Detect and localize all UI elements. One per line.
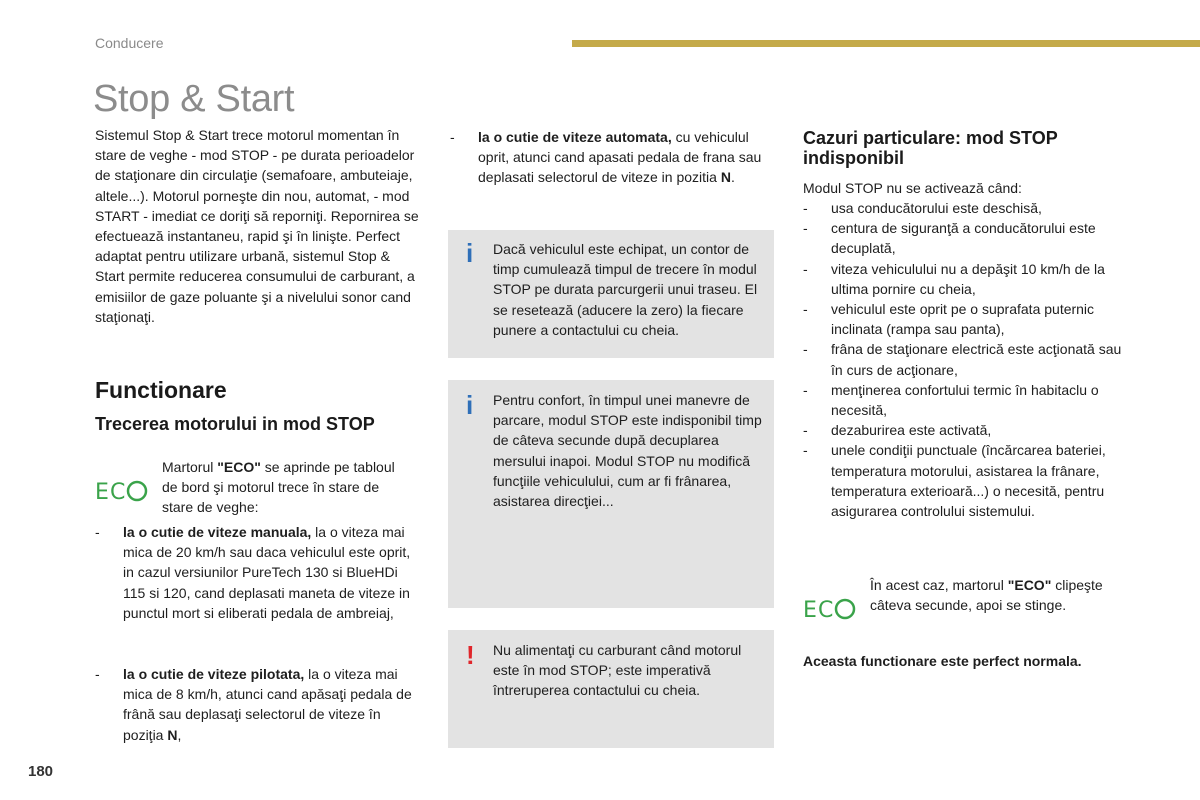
list-dash: -: [803, 341, 808, 358]
list-dash: -: [803, 200, 808, 216]
eco-indicator-text: [162, 457, 412, 518]
eco-icon-graphic: [95, 478, 151, 504]
bullet-dash: -: [95, 524, 100, 540]
info-box-parking: [448, 380, 774, 608]
list-dash: -: [803, 422, 808, 439]
functionare-heading: Functionare: [95, 377, 227, 403]
list-item-text: centura de siguranţă a conducătorului este decuplată,: [831, 220, 1096, 257]
list-item: [803, 420, 1133, 440]
svg-text:E: E: [95, 480, 110, 504]
warning-icon: !: [466, 640, 475, 670]
bullet-text: [123, 664, 423, 745]
warning-box-refuel: [448, 630, 774, 748]
section-label: Conducere: [95, 35, 164, 51]
info-icon: i: [466, 238, 474, 268]
list-item-text: viteza vehiculului nu a depăşit 10 km/h de la ultima pornire cu cheia,: [831, 260, 1105, 297]
list-item: [803, 218, 1133, 258]
list-item-text: vehiculul este oprit pe o suprafata puternic inclinata (rampa sau panta),: [831, 301, 1095, 338]
bullet-dash: -: [95, 666, 100, 682]
special-cases-list: [803, 198, 1133, 521]
bullet-bold: la o cutie de viteze pilotata,: [123, 666, 305, 682]
bullet-body: la o viteza mai mica de 20 km/h sau daca vehiculul este oprit, in cazul versiunilor PureTech 130 si BlueHDi 115 si 120, cand deplasati maneta de viteze in punctul mort si eliberati pedala de ambreiaj,: [123, 524, 411, 621]
list-item-text: menţinerea confortului termic în habitaclu o necesită,: [831, 381, 1099, 419]
bullet-end-bold: N: [720, 169, 731, 186]
bullet-end: .: [730, 169, 735, 186]
header-rule: [572, 40, 1200, 47]
info-box-text: Dacă vehiculul este echipat, un contor de timp cumulează timpul de trecere în modul STOP pe durata parcurgerii unui traseu. El se resetează (aducere la zero) la fiecare punere a contactului cu cheia.: [493, 241, 758, 338]
list-item: [803, 198, 1133, 218]
bullet-dash: -: [450, 129, 455, 145]
bullet-automatic-gearbox: [450, 127, 780, 212]
bullet-body: la o viteza mai mica de 8 km/h, atunci cand apăsaţi pedala de frână sau deplasaţi selectorul de viteze în poziţia: [123, 666, 412, 743]
bullet-text: [123, 522, 423, 623]
eco-label: "ECO": [1007, 577, 1052, 593]
list-item: [803, 440, 1133, 521]
special-cases-intro: Modul STOP nu se activează când:: [803, 180, 1022, 196]
warning-box-text: Nu alimentaţi cu carburant când motorul este în mod STOP; este imperativă întreruperea contactului cu cheia.: [493, 642, 742, 699]
bullet-bold: la o cutie de viteze manuala,: [123, 524, 312, 540]
page-number: 180: [28, 763, 54, 780]
normal-operation-note: Aceasta functionare este perfect normala.: [803, 653, 1082, 669]
eco-indicator-icon: [803, 596, 863, 624]
eco-text-post: se aprinde pe tabloul de bord şi motorul trece în stare de stare de veghe:: [162, 459, 395, 516]
bullet-piloted-gearbox: [95, 664, 425, 749]
eco-indicator-icon: [95, 478, 155, 506]
bullet-bold: la o cutie de viteze automata,: [478, 129, 672, 145]
info-box-timer: [448, 230, 774, 358]
eco-text-pre: Martorul: [162, 459, 218, 475]
svg-text:E: E: [803, 598, 818, 622]
list-item: [803, 259, 1133, 299]
intro-text: Sistemul Stop & Start trece motorul momentan în stare de veghe - mod STOP - pe durata perioadelor de staţionare din circulaţie (semafoare, ambuteiaje, altele...). Motorul porneşte din nou, automat, - mod START - imediat ce doriţi să reporniţi. Repornirea se efectuează instantaneu, rapid şi în linişte. Perfect adaptat pentru utilizare urbană, sistemul Stop & Start permite reducerea consumului de carburant, a emisiilor de gaze poluante şi a nivelului sonor cand staţionaţi.: [95, 127, 419, 325]
info-box-text: Pentru confort, în timpul unei manevre de parcare, modul STOP este indisponibil timp de câteva secunde după decuplarea mersului inapoi. Modul STOP nu modifică funcţiile vehiculului, cum ar fi frânarea, asistarea direcţiei...: [493, 392, 762, 510]
list-item-text: frâna de staţionare electrică este acţionată sau în curs de acţionare,: [831, 341, 1122, 378]
special-cases-heading: Cazuri particulare: mod STOP indisponibil: [803, 128, 1058, 168]
bullet-text: [478, 127, 770, 188]
eco-text-pre: În acest caz, martorul: [870, 577, 1008, 593]
bullet-manual-gearbox: [95, 522, 425, 647]
list-dash: -: [803, 301, 808, 318]
eco-label: "ECO": [217, 459, 261, 475]
page-title: Stop & Start: [93, 78, 295, 120]
bullet-end-bold: N: [167, 726, 178, 743]
eco-blink-text: [870, 575, 1140, 615]
list-dash: -: [803, 381, 808, 398]
list-item: [803, 380, 1133, 420]
list-item: [803, 299, 1133, 339]
list-item: [803, 339, 1133, 379]
bullet-end: ,: [177, 726, 182, 743]
list-item-text: unele condiţii punctuale (încărcarea bateriei, temperatura motorului, asistarea la frânare, temperatura exterioară...) o necesită, pentru asigurarea controlului sistemului.: [831, 442, 1106, 520]
svg-text:C: C: [110, 480, 127, 504]
eco-icon-graphic: [803, 596, 859, 622]
list-dash: -: [803, 260, 808, 277]
bullet-body: cu vehiculul oprit, atunci cand apasati pedala de frana sau deplasati selectorul de viteze in pozitia: [478, 129, 762, 186]
eco-text-post: clipeşte câteva secunde, apoi se stinge.: [870, 577, 1103, 614]
svg-text:C: C: [818, 598, 835, 622]
stop-mode-subheading: Trecerea motorului in mod STOP: [95, 414, 375, 434]
list-item-text: dezaburirea este activată,: [831, 422, 992, 439]
info-icon: i: [466, 390, 474, 420]
list-item-text: usa conducătorului este deschisă,: [831, 200, 1042, 216]
list-dash: -: [803, 442, 808, 459]
list-dash: -: [803, 220, 808, 237]
intro-paragraph: [95, 125, 420, 327]
